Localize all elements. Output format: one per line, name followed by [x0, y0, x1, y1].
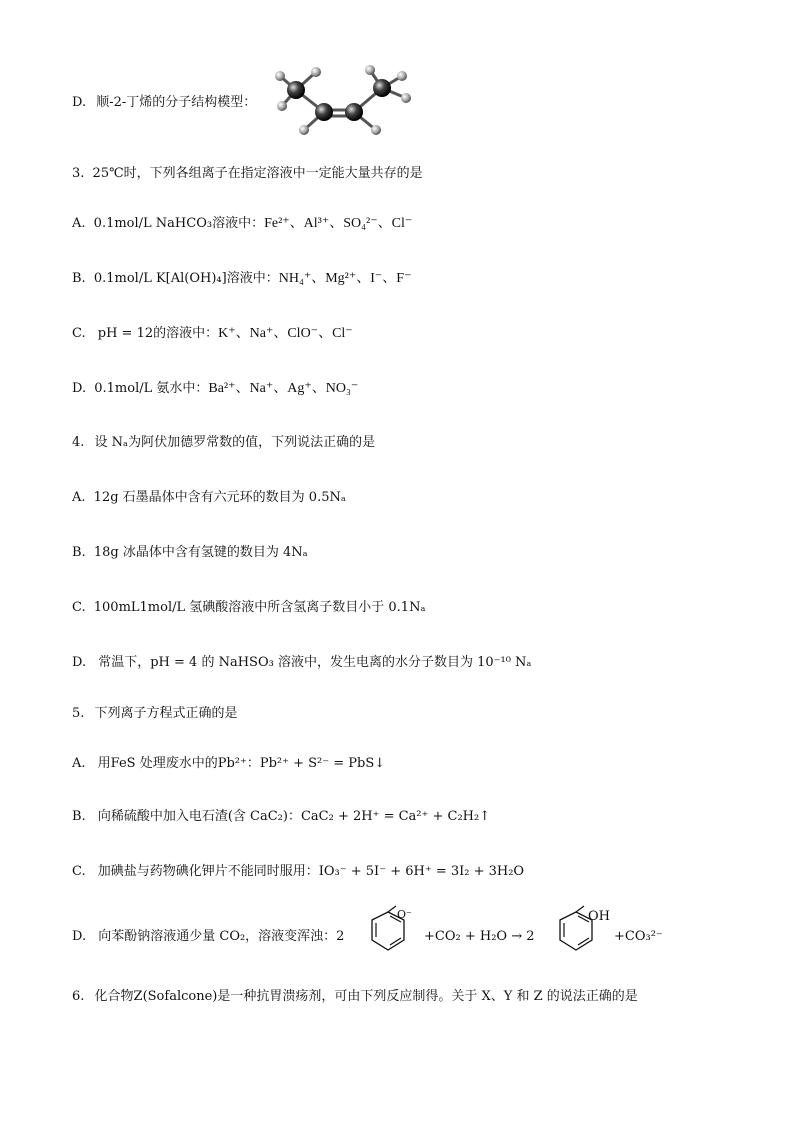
option-label: A. [72, 756, 86, 771]
option-text: 顺-2-丁烯的分子结构模型： [96, 95, 257, 110]
question-number: 4. [72, 435, 85, 450]
question-number: 3. [72, 166, 85, 181]
option-text-post: +CO₃²⁻ [614, 929, 663, 944]
question-stem: 下列离子方程式正确的是 [94, 706, 238, 721]
q4-option-b [72, 544, 308, 562]
option-label: D. [72, 95, 87, 110]
q3-option-d [72, 380, 358, 398]
option-condition: 0.1mol/L 氨水中： [94, 381, 209, 396]
option-ions: NH₄⁺、Mg²⁺、I⁻、F⁻ [278, 271, 412, 286]
q3-option-b [72, 270, 411, 288]
q3-option-c [72, 325, 353, 343]
option-text: 用FeS 处理废水中的Pb²⁺：Pb²⁺ + S²⁻ = PbS↓ [97, 756, 386, 771]
cis-2-butene-model [262, 64, 422, 144]
q5-option-d [72, 928, 344, 946]
q4-option-a [72, 489, 346, 507]
option-text: 12g 石墨晶体中含有六元环的数目为 0.5Nₐ [93, 490, 346, 505]
question-5 [72, 705, 238, 723]
option-condition: 0.1mol/L K[Al(OH)₄]溶液中： [93, 271, 279, 286]
option-text: 18g 冰晶体中含有氢键的数目为 4Nₐ [93, 545, 308, 560]
question-number: 5. [72, 706, 85, 721]
option-label: A. [72, 490, 86, 505]
q3-option-a [72, 215, 412, 233]
q5-option-b [72, 808, 490, 826]
question-stem: 设 Nₐ为阿伏加德罗常数的值，下列说法正确的是 [94, 435, 376, 450]
q5-option-c [72, 863, 524, 881]
option-condition: 0.1mol/L NaHCO₃溶液中： [93, 216, 265, 231]
phenoxide-label: O⁻ [397, 908, 412, 921]
option-label: B. [72, 809, 86, 824]
option-label: C. [72, 600, 86, 615]
option-ions: K⁺、Na⁺、ClO⁻、Cl⁻ [218, 326, 353, 341]
option-ions: Fe²⁺、Al³⁺、SO₄²⁻、Cl⁻ [264, 216, 413, 231]
option-text-pre: 向苯酚钠溶液通少量 CO₂，溶液变浑浊：2 [98, 929, 345, 944]
option-ions: Ba²⁺、Na⁺、Ag⁺、NO₃⁻ [208, 381, 359, 396]
option-label: B. [72, 271, 86, 286]
option-text: 加碘盐与药物碘化钾片不能同时服用：IO₃⁻ + 5I⁻ + 6H⁺ = 3I₂ + 3H₂O [97, 864, 525, 879]
phenol-label: OH [588, 909, 610, 924]
question-4 [72, 434, 375, 452]
question-stem: 25℃时，下列各组离子在指定溶液中一定能大量共存的是 [92, 166, 423, 181]
option-text: 常温下，pH = 4 的 NaHSO₃ 溶液中，发生电离的水分子数目为 10⁻¹⁰ Nₐ [98, 655, 532, 670]
option-condition: pH = 12的溶液中： [97, 326, 219, 341]
question-3 [72, 165, 423, 183]
q5-option-a [72, 755, 385, 773]
option-label: D. [72, 381, 87, 396]
question-6 [72, 988, 638, 1006]
option-text-mid: +CO₂ + H₂O → 2 [424, 929, 535, 944]
option-label: D. [72, 929, 87, 944]
q4-option-d [72, 654, 531, 672]
option-label: A. [72, 216, 86, 231]
option-d-model [72, 94, 256, 112]
option-text: 100mL1mol/L 氢碘酸溶液中所含氢离子数目小于 0.1Nₐ [93, 600, 426, 615]
option-label: C. [72, 864, 86, 879]
option-label: D. [72, 655, 87, 670]
q4-option-c [72, 599, 425, 617]
question-stem: 化合物Z(Sofalcone)是一种抗胃溃疡剂，可由下列反应制得。关于 X、Y 和 Z 的说法正确的是 [94, 989, 638, 1004]
question-number: 6. [72, 989, 85, 1004]
option-label: B. [72, 545, 86, 560]
option-label: C. [72, 326, 86, 341]
option-text: 向稀硫酸中加入电石渣(含 CaC₂)：CaC₂ + 2H⁺ = Ca²⁺ + C₂H₂↑ [97, 809, 491, 824]
